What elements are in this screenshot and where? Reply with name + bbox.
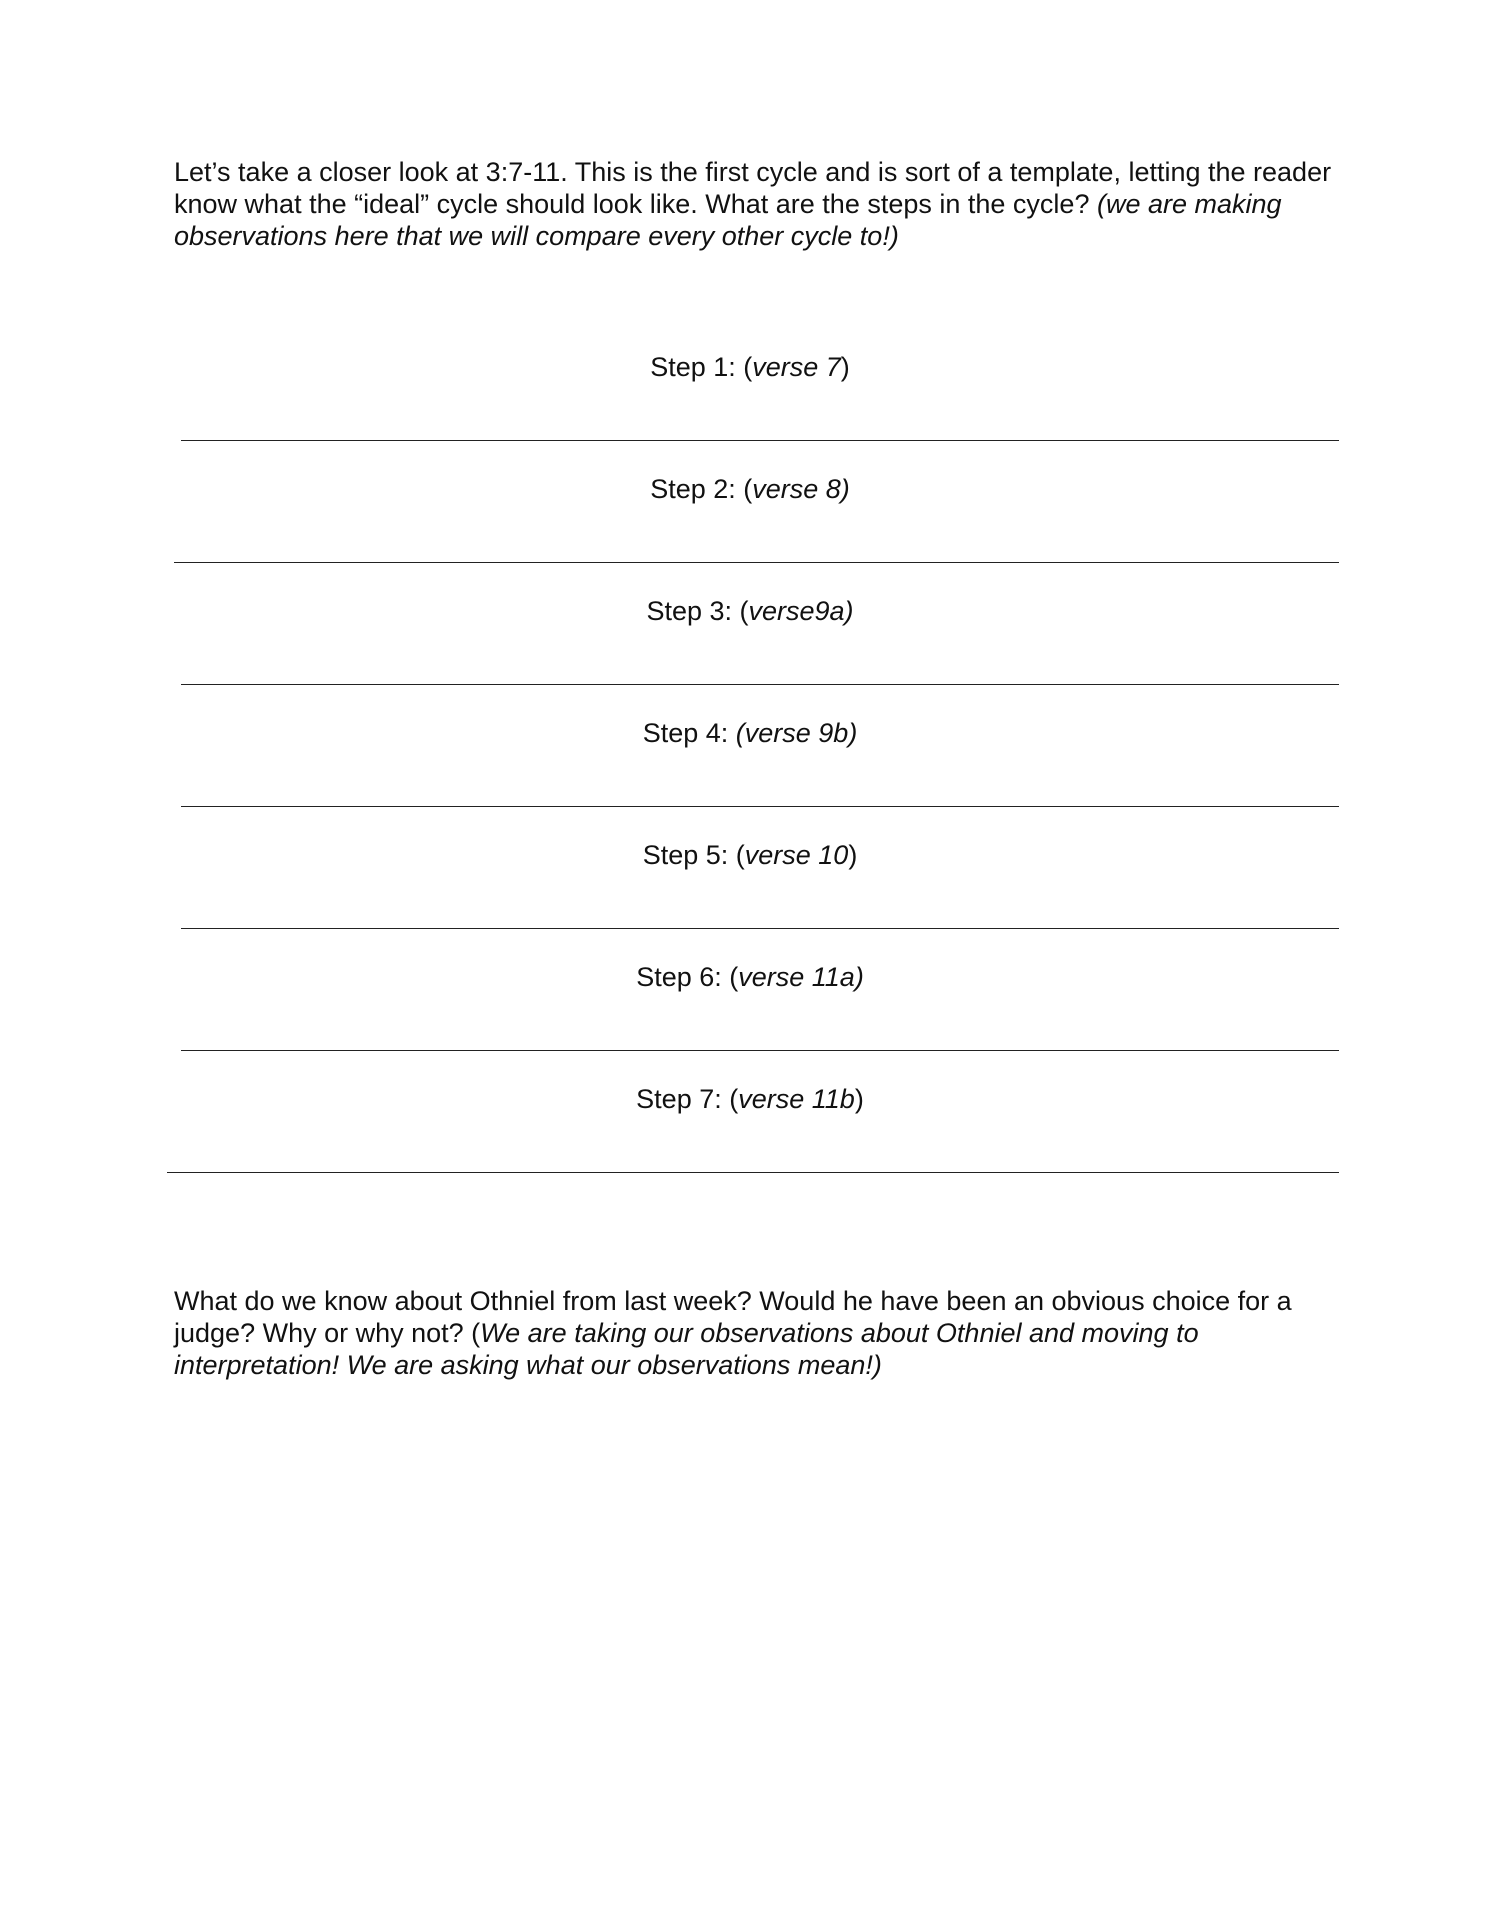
answer-line-2[interactable] bbox=[174, 562, 1339, 563]
question-text: What do we know about Othniel from last week? Would he have been an obvious choice for a judge? Why or why not? ( bbox=[174, 1286, 1292, 1348]
step-5-close: ) bbox=[848, 840, 858, 870]
step-1-verse: verse 7 bbox=[752, 352, 841, 382]
step-1-close: ) bbox=[840, 352, 850, 382]
answer-line-7[interactable] bbox=[167, 1172, 1339, 1173]
step-6-prompt bbox=[0, 961, 1500, 993]
step-3-label: Step 3: ( bbox=[646, 596, 749, 626]
answer-line-4[interactable] bbox=[181, 806, 1339, 807]
step-7-prompt bbox=[0, 1083, 1500, 1115]
intro-italic-note: (we are making observations here that we will compare every other cycle to!) bbox=[174, 189, 1282, 251]
answer-line-6[interactable] bbox=[181, 1050, 1339, 1051]
step-4-prompt bbox=[0, 717, 1500, 749]
step-3-verse: verse9a) bbox=[748, 596, 854, 626]
step-1-prompt bbox=[0, 351, 1500, 383]
step-7-verse: verse 11b bbox=[738, 1084, 855, 1114]
intro-paragraph bbox=[174, 156, 1354, 252]
step-5-prompt bbox=[0, 839, 1500, 871]
step-5-verse: verse 10 bbox=[744, 840, 849, 870]
step-2-label: Step 2: ( bbox=[650, 474, 753, 504]
step-3-prompt bbox=[0, 595, 1500, 627]
step-1-label: Step 1: ( bbox=[650, 352, 753, 382]
step-7-label: Step 7: ( bbox=[636, 1084, 739, 1114]
step-6-verse: verse 11a) bbox=[738, 962, 864, 992]
step-2-prompt bbox=[0, 473, 1500, 505]
othniel-question-paragraph bbox=[174, 1285, 1354, 1381]
question-italic-note: We are taking our observations about Othniel and moving to interpretation! We are asking what our observations mean!) bbox=[174, 1318, 1199, 1380]
step-2-verse: verse 8) bbox=[752, 474, 850, 504]
answer-line-5[interactable] bbox=[181, 928, 1339, 929]
answer-line-1[interactable] bbox=[181, 440, 1339, 441]
intro-text: Let’s take a closer look at 3:7-11. This is the first cycle and is sort of a template, letting the reader know what the “ideal” cycle should look like. What are the steps in the cycle? bbox=[174, 157, 1332, 219]
answer-line-3[interactable] bbox=[181, 684, 1339, 685]
step-7-close: ) bbox=[854, 1084, 864, 1114]
step-6-label: Step 6: ( bbox=[636, 962, 739, 992]
step-5-label: Step 5: ( bbox=[642, 840, 745, 870]
step-4-label: Step 4: bbox=[642, 718, 736, 748]
step-4-verse: (verse 9b) bbox=[735, 718, 858, 748]
